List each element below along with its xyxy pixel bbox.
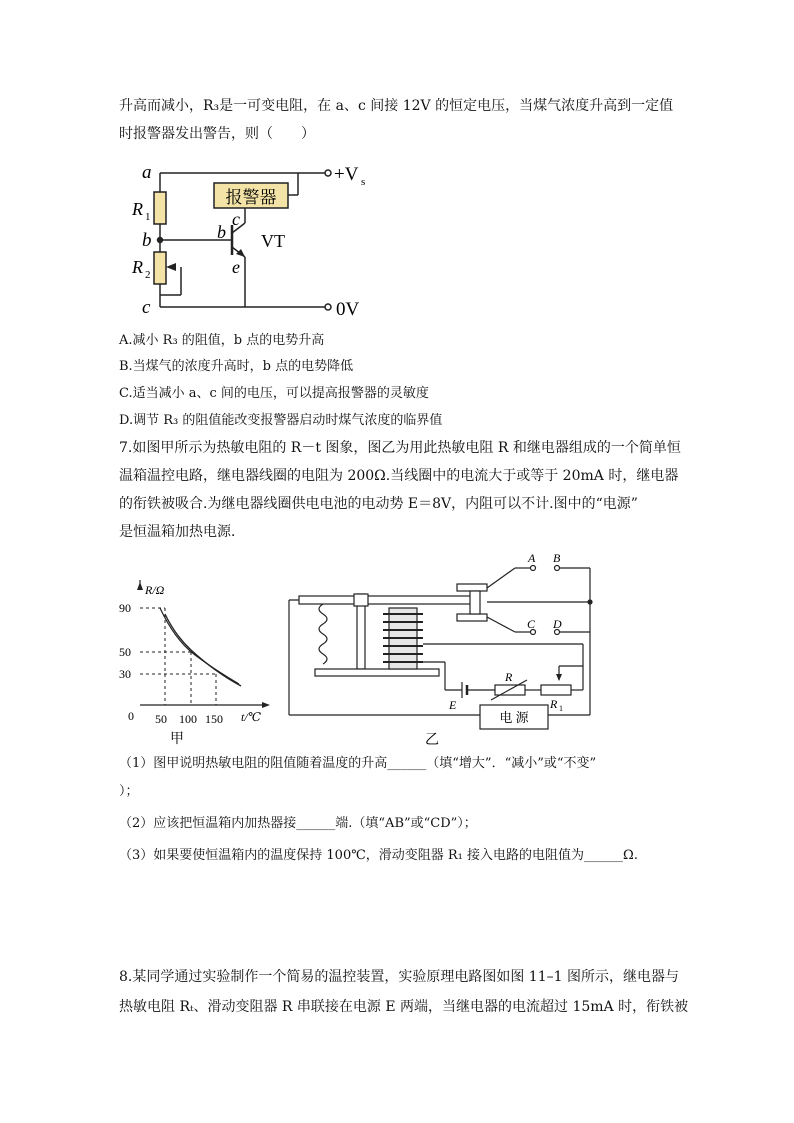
q8-text-line-2: 热敏电阻 Rₜ、滑动变阻器 R 串联接在电源 E 两端，当继电器的电流超过 15mA 时，衔铁被 [119, 999, 689, 1015]
q8-text-line-1: 8.某同学通过实验制作一个简易的温控装置，实验原理电路图如图 11–1 图所示，继电器与 [119, 969, 679, 985]
terminal-b [555, 566, 560, 571]
graph-xtick-150: 150 [205, 712, 223, 726]
armature [299, 596, 479, 604]
rheostat-arrow [556, 674, 562, 681]
contact-top [457, 584, 487, 591]
resistor-r1 [154, 192, 166, 224]
graph-ytick-30: 30 [119, 667, 131, 681]
graph-ylabel: R/Ω [145, 583, 165, 597]
wire-contact-c [487, 617, 515, 632]
resistor-r2 [154, 252, 166, 284]
label-alarm: 报警器 [225, 188, 277, 207]
label-battery-e: E [449, 698, 457, 712]
label-vs: +V [334, 164, 359, 185]
label-vt: VT [261, 231, 285, 251]
graph-caption: 甲 [170, 732, 184, 747]
q7-sub1-line-1: （1）图甲说明热敏电阻的阻值随着温度的升高______（填“增大”．“减小”或“不变” [119, 756, 597, 771]
graph-x-arrow [262, 702, 270, 708]
terminal-a [531, 566, 536, 571]
pivot-block [354, 594, 368, 606]
label-r2-sub: 2 [145, 269, 151, 281]
label-vs-sub: s [361, 176, 366, 188]
label-r2: R [132, 257, 143, 277]
label-node-b: b [142, 230, 152, 251]
slider-arrow [166, 263, 176, 271]
q6-text-line-2: 时报警器发出警告，则（ ） [119, 126, 315, 142]
base-plate [315, 669, 439, 676]
terminal-0v [325, 304, 331, 310]
q6-text-line-1: 升高而减小，R₃是一可变电阻，在 a、c 间接 12V 的恒定电压，当煤气浓度升高到一定值 [119, 98, 674, 114]
label-node-c-collector: c [232, 209, 240, 229]
label-terminal-b: B [553, 551, 561, 565]
contact-bottom [457, 614, 487, 621]
label-node-e: e [232, 257, 240, 277]
graph-curve [160, 608, 239, 684]
graph-origin: 0 [128, 709, 134, 723]
graph-ytick-50: 50 [119, 645, 131, 659]
graph-ytick-90: 90 [119, 601, 131, 615]
terminal-vs [325, 170, 331, 176]
wire-contact-a [487, 568, 515, 588]
label-node-a: a [142, 162, 152, 183]
rheostat-r1 [541, 685, 571, 695]
coil-winding [383, 614, 423, 662]
q7-text-line-4: 是恒温箱加热电源． [119, 524, 245, 540]
q6-option-c: C.适当减小 a、c 间的电压，可以提高报警器的灵敏度 [119, 386, 429, 401]
q7-text-line-1: 7.如图甲所示为热敏电阻的 R－t 图象，图乙为用此热敏电阻 R 和继电器组成的一个简单恒 [119, 440, 681, 456]
label-terminal-a: A [528, 551, 536, 565]
relay-caption: 乙 [425, 733, 439, 748]
relay-circuit-diagram [285, 550, 615, 750]
label-thermistor: R [505, 670, 513, 684]
label-node-b-base: b [217, 222, 226, 242]
label-power: 电 源 [499, 710, 529, 725]
graph-y-arrow [137, 582, 143, 590]
contact-arm [470, 591, 480, 614]
q6-option-d: D.调节 R₃ 的阻值能改变报警器启动时煤气浓度的临界值 [119, 413, 443, 428]
label-r1: R [132, 199, 143, 219]
spring [319, 604, 327, 664]
label-r1-sub: 1 [145, 211, 151, 223]
q6-option-b: B.当煤气的浓度升高时，b 点的电势降低 [119, 359, 354, 374]
q7-text-line-3: 的衔铁被吸合.为继电器线圈供电电池的电动势 E＝8V，内阻可以不计.图中的“电源” [119, 496, 638, 512]
label-r1: R [550, 697, 558, 711]
q6-option-a: A.减小 R₃ 的阻值，b 点的电势升高 [119, 333, 325, 348]
label-0v: 0V [336, 299, 360, 320]
graph-xtick-100: 100 [179, 712, 197, 726]
q7-sub3: （3）如果要使恒温箱内的温度保持 100℃，滑动变阻器 R₁ 接入电路的电阻值为______Ω. [119, 848, 638, 863]
graph-xtick-50: 50 [155, 712, 167, 726]
label-terminal-d: D [553, 617, 562, 631]
q7-sub2: （2）应该把恒温箱内加热器接______端.（填“AB”或“CD”）； [119, 816, 477, 831]
q7-text-line-2: 温箱温控电路，继电器线圈的电阻为 200Ω.当线圈中的电流大于或等于 20mA 时，继电器 [119, 468, 679, 484]
graph-curve-main [165, 614, 241, 686]
rt-graph [115, 580, 275, 750]
q7-sub1-line-2: ）； [119, 784, 139, 799]
label-node-c: c [142, 297, 151, 318]
label-terminal-c: C [527, 617, 536, 631]
graph-xlabel: t/℃ [241, 710, 262, 724]
alarm-circuit-diagram [120, 155, 380, 325]
label-r1-sub: 1 [559, 704, 563, 713]
